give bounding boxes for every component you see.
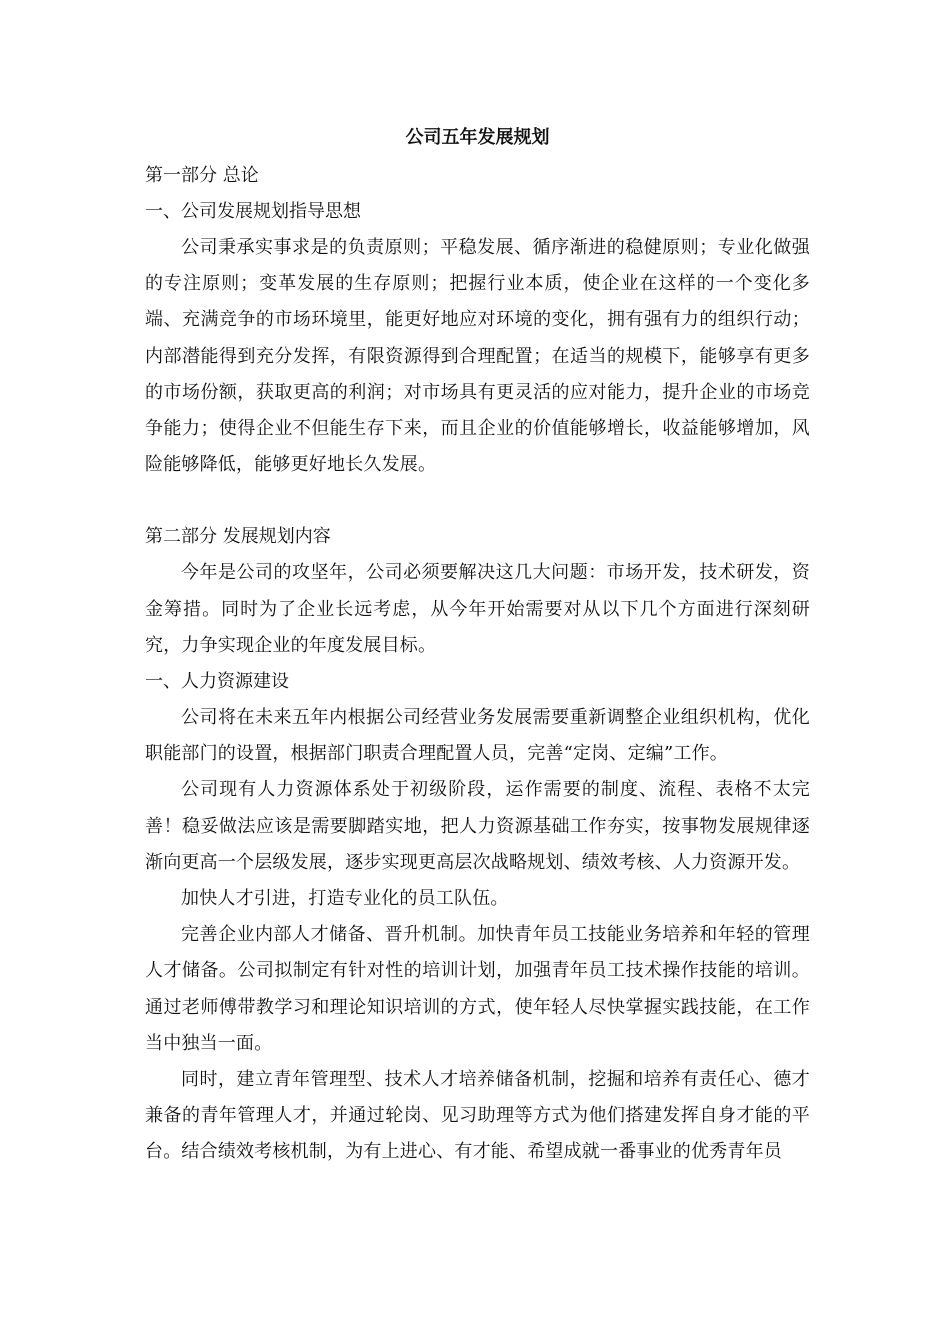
document-title: 公司五年发展规划: [405, 127, 550, 148]
part2-intro-paragraph: 今年是公司的攻坚年，公司必须要解决这几大问题：市场开发，技术研发，资金筹措。同时为了企业长远考虑，从今年开始需要对从以下几个方面进行深刻研究，力争实现企业的年度发展目标。: [145, 562, 810, 656]
part2-heading: 第二部分 发展规划内容: [145, 526, 331, 548]
part1-section1-heading: 一、公司发展规划指导思想: [145, 201, 361, 222]
part1-section1-paragraph: 公司秉承实事求是的负责原则；平稳发展、循序渐进的稳健原则；专业化做强的专注原则；变革发展的生存原则；把握行业本质，使企业在这样的一个变化多端、充满竞争的市场环境里，能更好地应对环境的变化，拥有强有力的组织行动；内部潜能得到充分发挥，有限资源得到合理配置；在适当的规模下，能够享有更多的市场份额，获取更高的利润；对市场具有更灵活的应对能力，提升企业的市场竞争能力；使得企业不但能生存下来，而且企业的价值能够增长，收益能够增加，风险能够降低，能够更好地长久发展。: [145, 237, 810, 476]
hr-paragraph-1: 公司将在未来五年内根据公司经营业务发展需要重新调整企业组织机构，优化职能部门的设置，根据部门职责合理配置人员，完善“定岗、定编”工作。: [145, 707, 810, 765]
hr-paragraph-5: 同时，建立青年管理型、技术人才培养储备机制，挖掘和培养有责任心、德才兼备的青年管理人才，并通过轮岗、见习助理等方式为他们搭建发挥自身才能的平台。结合绩效考核机制，为有上进心、有才能、希望成就一番事业的优秀青年员: [145, 1069, 810, 1163]
hr-paragraph-2: 公司现有人力资源体系处于初级阶段，运作需要的制度、流程、表格不太完善！稳妥做法应该是需要脚踏实地，把人力资源基础工作夯实，按事物发展规律逐渐向更高一个层级发展，逐步实现更高层次战略规划、绩效考核、人力资源开发。: [145, 779, 810, 873]
part2-section1-heading: 一、人力资源建设: [145, 671, 289, 693]
hr-paragraph-4: 完善企业内部人才储备、晋升机制。加快青年员工技能业务培养和年轻的管理人才储备。公司拟制定有针对性的培训计划，加强青年员工技术操作技能的培训。通过老师傅带教学习和理论知识培训的方式，使年轻人尽快掌握实践技能，在工作当中独当一面。: [145, 924, 810, 1054]
blank-line: [145, 483, 810, 519]
hr-paragraph-3: 加快人才引进，打造专业化的员工队伍。: [181, 888, 509, 910]
part1-heading: 第一部分 总论: [145, 165, 259, 186]
document-body: [145, 124, 810, 1171]
